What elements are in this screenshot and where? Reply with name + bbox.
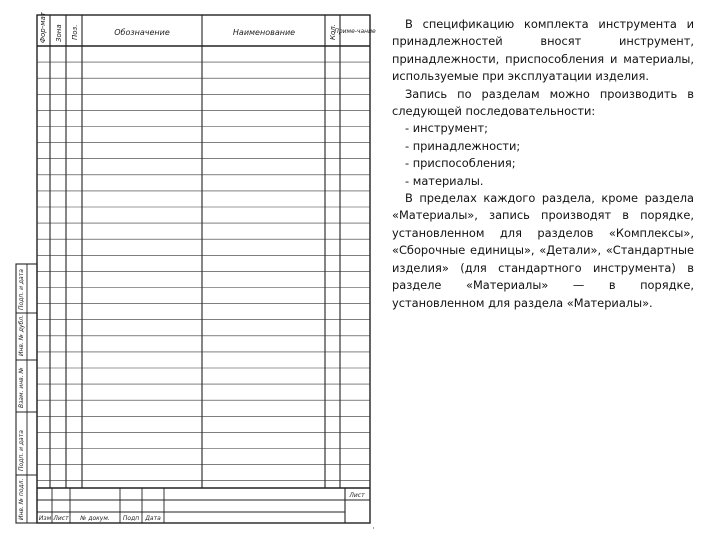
header-qty: Кол. <box>329 24 337 40</box>
header-designation: Обозначение <box>114 28 170 37</box>
list-item: - приспособления; <box>405 156 516 171</box>
form-row-lines <box>37 62 370 481</box>
side-label: Инв. № дубл. <box>18 314 25 356</box>
header-zone: Зона <box>55 24 63 42</box>
spec-text <box>392 16 694 312</box>
paragraph: В спецификацию комплекта инструмента и принадлежностей вносят инструмент, принадлежности, приспособления и материалы, используемые при эксплуатации изделия. <box>392 17 694 84</box>
title-col-doc: № докум. <box>80 515 110 522</box>
paragraph: Запись по разделам можно производить в следующей последовательности: <box>392 86 694 119</box>
side-label: Взам. инв. № <box>18 367 25 408</box>
title-col-sign: Подп <box>122 515 140 522</box>
title-col-date: Дата <box>145 515 161 522</box>
side-label: Инв. № подл. <box>18 478 25 520</box>
paragraph: В пределах каждого раздела, кроме раздела «Материалы», запись производят в порядке, установленном для разделов «Комплексы», «Сборочные единицы», «Детали», «Стандартные изделия» (для стандартного инструмента) в разделе «Материалы» — в порядке, установленном для раздела «Материалы». <box>392 191 694 310</box>
title-col-izm: Изм <box>38 515 52 522</box>
side-label: Подп. и дата <box>18 430 25 471</box>
title-col-list: Лист <box>53 515 69 522</box>
side-label: Подп. и дата <box>18 269 25 310</box>
corner-mark: · <box>372 524 375 533</box>
list-item: - инструмент; <box>405 121 488 136</box>
header-pos: Поз. <box>71 24 79 40</box>
header-format: Фор-мат <box>39 12 47 43</box>
list-item: - материалы. <box>405 173 484 188</box>
title-sheet-label: Лист <box>349 492 365 499</box>
list-item: - принадлежности; <box>405 138 521 153</box>
header-name: Наименование <box>232 28 296 37</box>
header-note: Приме-чание <box>334 28 376 35</box>
form-frame <box>37 15 370 523</box>
